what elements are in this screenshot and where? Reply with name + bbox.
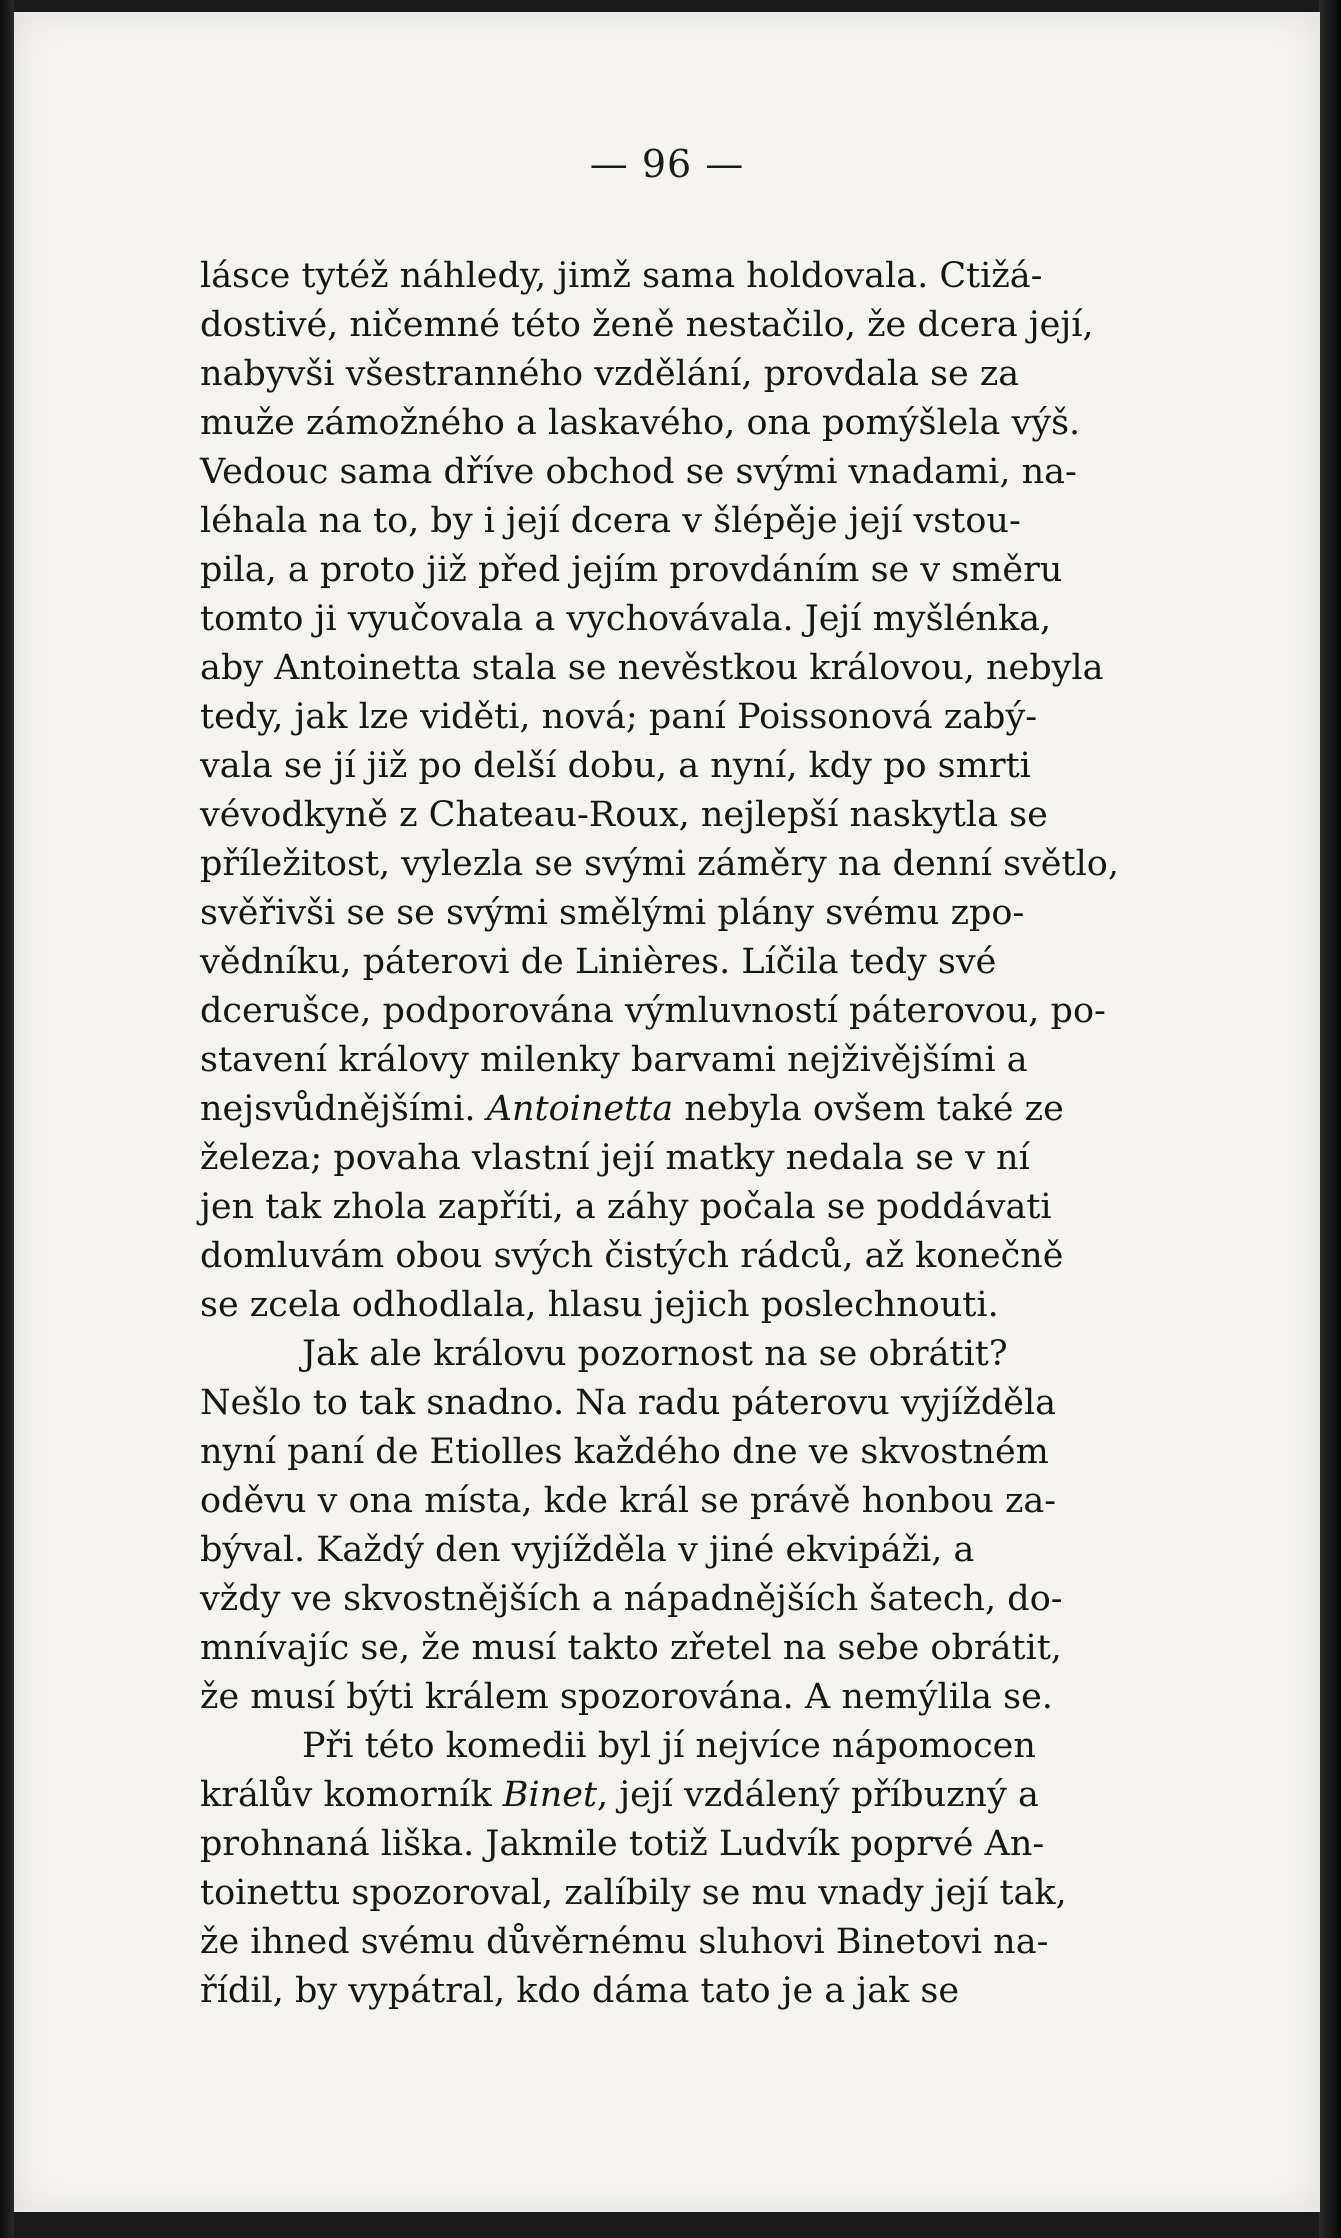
text-line xyxy=(200,252,1285,301)
text-line xyxy=(200,1232,1285,1281)
text-line-content: Nešlo to tak snadno. Na radu páterovu vyjížděla xyxy=(200,1383,1057,1423)
text-line-content: jen tak zhola zapříti, a záhy počala se poddávati xyxy=(200,1187,1052,1227)
text-line-content: léhala na to, by i její dcera v šlépěje její vstou- xyxy=(200,501,1021,541)
text-line-content: králův komorník xyxy=(200,1775,503,1815)
text-line-content: tomto ji vyučovala a vychovávala. Její myšlénka, xyxy=(200,599,1052,639)
text-line-content: dcerušce, podporována výmluvností páterovou, po- xyxy=(200,991,1106,1031)
body-text xyxy=(200,252,1285,2016)
text-line-content: Jak ale královu pozornost na se obrátit? xyxy=(302,1334,1008,1374)
italic-name: Antoinetta xyxy=(486,1089,674,1129)
text-line-content: pila, a proto již před jejím provdáním se v směru xyxy=(200,550,1063,590)
book-page xyxy=(14,12,1320,2212)
text-line xyxy=(200,1085,1285,1134)
text-line xyxy=(200,1379,1285,1428)
text-line-content: dostivé, ničemné této ženě nestačilo, že dcera její, xyxy=(200,305,1094,345)
text-line xyxy=(200,350,1285,399)
text-line-content: , její vzdálený příbuzný a xyxy=(597,1775,1039,1815)
text-line xyxy=(200,938,1285,987)
text-line-content: nejsvůdnějšími. xyxy=(200,1089,487,1129)
text-line-content: lásce tytéž náhledy, jimž sama holdovala. Ctižá- xyxy=(200,256,1043,296)
text-line-content: vždy ve skvostnějších a nápadnějších šatech, do- xyxy=(200,1579,1063,1619)
text-line-content: vala se jí již po delší dobu, a nyní, kdy po smrti xyxy=(200,746,1031,786)
text-line-content: toinettu spozoroval, zalíbily se mu vnady její tak, xyxy=(200,1873,1067,1913)
text-line xyxy=(200,1967,1285,2016)
text-line xyxy=(200,1183,1285,1232)
text-line-content: vévodkyně z Chateau-Roux, nejlepší naskytla se xyxy=(200,795,1048,835)
text-line xyxy=(200,1575,1285,1624)
text-line xyxy=(200,497,1285,546)
text-line-content: svěřivši se se svými smělými plány svému zpo- xyxy=(200,893,1025,933)
text-line xyxy=(200,1869,1285,1918)
text-line xyxy=(200,1918,1285,1967)
text-line-content: Při této komedii byl jí nejvíce nápomocen xyxy=(302,1726,1036,1766)
page-number: — 96 — xyxy=(589,142,745,186)
text-line-content: nebyla ovšem také ze xyxy=(673,1089,1064,1129)
text-line-content: vědníku, páterovi de Linières. Líčila tedy své xyxy=(200,942,997,982)
text-line xyxy=(200,448,1285,497)
text-line-content: řídil, by vypátral, kdo dáma tato je a jak se xyxy=(200,1971,960,2011)
text-line xyxy=(200,1820,1285,1869)
text-line xyxy=(200,889,1285,938)
text-line xyxy=(200,742,1285,791)
text-line xyxy=(200,693,1285,742)
text-line xyxy=(200,791,1285,840)
text-line-content: mnívajíc se, že musí takto zřetel na sebe obrátit, xyxy=(200,1628,1062,1668)
text-line-content: tedy, jak lze viděti, nová; paní Poissonová zabý- xyxy=(200,697,1038,737)
text-line xyxy=(200,1036,1285,1085)
text-line-content: stavení královy milenky barvami nejživějšími a xyxy=(200,1040,1028,1080)
text-line xyxy=(200,546,1285,595)
text-line-content: se zcela odhodlala, hlasu jejich poslechnouti. xyxy=(200,1285,999,1325)
text-line xyxy=(200,399,1285,448)
text-line xyxy=(200,1624,1285,1673)
text-line xyxy=(200,301,1285,350)
text-line xyxy=(200,1281,1285,1330)
text-line xyxy=(200,1673,1285,1722)
page-edge-shadow xyxy=(1319,0,1341,2238)
text-line xyxy=(200,1428,1285,1477)
text-line-content: oděvu v ona místa, kde král se právě honbou za- xyxy=(200,1481,1057,1521)
italic-name: Binet xyxy=(502,1775,598,1815)
text-line-content: nabyvši všestranného vzdělání, provdala se za xyxy=(200,354,1020,394)
text-line-content: že musí býti králem spozorována. A nemýlila se. xyxy=(200,1677,1053,1717)
text-line-content: býval. Každý den vyjížděla v jiné ekvipáži, a xyxy=(200,1530,975,1570)
text-line xyxy=(200,1134,1285,1183)
text-line xyxy=(200,840,1285,889)
text-line xyxy=(200,1477,1285,1526)
text-line-content: železa; povaha vlastní její matky nedala se v ní xyxy=(200,1138,1030,1178)
text-line-content: prohnaná liška. Jakmile totiž Ludvík poprvé An- xyxy=(200,1824,1045,1864)
text-line-content: muže zámožného a laskavého, ona pomýšlela výš. xyxy=(200,403,1081,443)
text-line-content: že ihned svému důvěrnému sluhovi Binetovi na- xyxy=(200,1922,1049,1962)
text-line-content: nyní paní de Etiolles každého dne ve skvostném xyxy=(200,1432,1049,1472)
text-line xyxy=(200,1722,1285,1771)
text-line xyxy=(200,595,1285,644)
text-line xyxy=(200,644,1285,693)
book-spine-shadow xyxy=(0,0,14,2238)
text-line-content: příležitost, vylezla se svými záměry na denní světlo, xyxy=(200,844,1119,884)
text-line xyxy=(200,1771,1285,1820)
text-line xyxy=(200,1330,1285,1379)
text-line xyxy=(200,1526,1285,1575)
text-line-content: aby Antoinetta stala se nevěstkou královou, nebyla xyxy=(200,648,1104,688)
text-line-content: domluvám obou svých čistých rádců, až konečně xyxy=(200,1236,1064,1276)
text-line xyxy=(200,987,1285,1036)
text-line-content: Vedouc sama dříve obchod se svými vnadami, na- xyxy=(200,452,1077,492)
